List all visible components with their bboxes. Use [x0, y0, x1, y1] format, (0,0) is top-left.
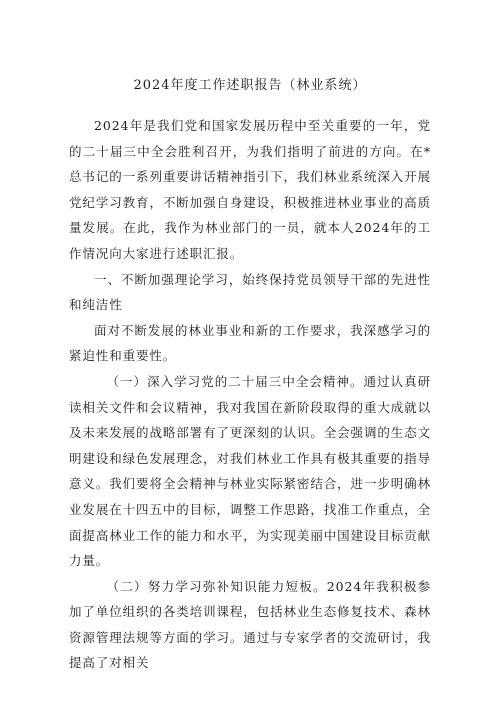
paragraph-section-1-intro: 面对不断发展的林业事业和新的工作要求，我深感学习的紧迫性和重要性。	[69, 322, 431, 364]
paragraph-intro: 2024年是我们党和国家发展历程中至关重要的一年，党的二十届三中全会胜利召开，为我们指明了前进的方向。在*总书记的一系列重要讲话精神指引下，我们林业系统深入开展党纪学习教育，不断加强自身建设，积极推进林业事业的高质量发展。在此，我作为林业部门的一员，就本人2024年的工作情况向大家进行述职汇报。	[69, 118, 431, 261]
document-body	[69, 113, 431, 676]
document-title: 2024年度工作述职报告（林业系统）	[133, 78, 367, 93]
paragraph-subsection-2: （二）努力学习弥补知识能力短板。2024年我积极参加了单位组织的各类培训课程，包括林业生态修复技术、森林资源管理法规等方面的学习。通过与专家学者的交流研讨，我提高了对相关	[69, 578, 431, 671]
section-heading-1: 一、不断加强理论学习，始终保持党员领导干部的先进性和纯洁性	[69, 271, 431, 313]
paragraph-subsection-1: （一）深入学习党的二十届三中全会精神。通过认真研读相关文件和会议精神，我对我国在新阶段取得的重大成就以及未来发展的战略部署有了更深刻的认识。全会强调的生态文明建设和绿色发展理念，对我们林业工作具有极其重要的指导意义。我们要将全会精神与林业实际紧密结合，进一步明确林业发展在十四五中的目标，调整工作思路，找准工作重点，全面提高林业工作的能力和水平，为实现美丽中国建设目标贡献力量。	[69, 373, 431, 569]
